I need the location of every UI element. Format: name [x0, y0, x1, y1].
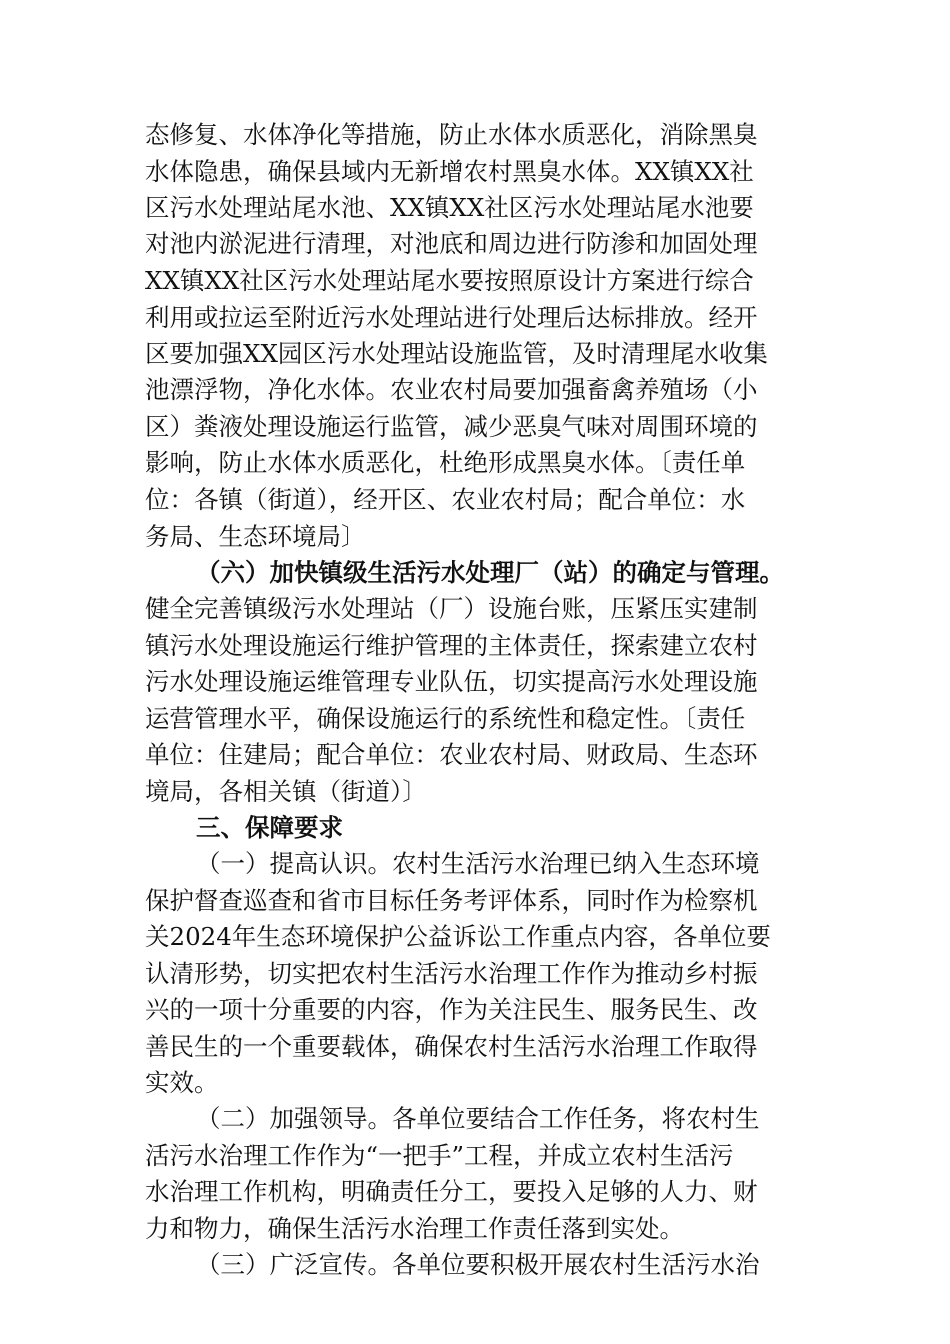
- body-text-line: （一）提高认识。农村生活污水治理已纳入生态环境: [196, 849, 760, 878]
- body-text-line: 位：各镇（街道），经开区、农业农村局；配合单位：水: [145, 485, 746, 514]
- subsection-heading: （六）加快镇级生活污水处理厂（站）的确定与管理。: [196, 558, 784, 587]
- body-text-line: 池漂浮物，净化水体。农业农村局要加强畜禽养殖场（小: [145, 375, 758, 404]
- body-text-line: 善民生的一个重要载体，确保农村生活污水治理工作取得: [145, 1032, 758, 1061]
- body-text-line: 单位：住建局；配合单位：农业农村局、财政局、生态环: [145, 740, 758, 769]
- body-text-line: 运营管理水平，确保设施运行的系统性和稳定性。〔责任: [145, 704, 746, 733]
- body-text-line: 镇污水处理设施运行维护管理的主体责任，探索建立农村: [145, 631, 758, 660]
- body-text-line: （二）加强领导。各单位要结合工作任务，将农村生: [196, 1104, 760, 1133]
- body-text-line: 影响，防止水体水质恶化，杜绝形成黑臭水体。〔责任单: [145, 448, 746, 477]
- body-text-line: （三）广泛宣传。各单位要积极开展农村生活污水治: [196, 1250, 760, 1279]
- body-text-line: 兴的一项十分重要的内容，作为关注民生、服务民生、改: [145, 995, 758, 1024]
- section-heading: 三、保障要求: [196, 813, 343, 842]
- body-text-line: 活污水治理工作作为“一把手”工程，并成立农村生活污: [145, 1141, 734, 1170]
- body-text-line: 认清形势，切实把农村生活污水治理工作作为推动乡村振: [145, 959, 758, 988]
- body-text-line: 水体隐患，确保县域内无新增农村黑臭水体。XX镇XX社: [145, 157, 754, 186]
- body-text-line: 区要加强XX园区污水处理站设施监管，及时清理尾水收集: [145, 339, 768, 368]
- body-text-line: 对池内淤泥进行清理，对池底和周边进行防渗和加固处理: [145, 229, 758, 258]
- body-text-line: XX镇XX社区污水处理站尾水要按照原设计方案进行综合: [145, 266, 754, 295]
- body-text-line: 关2024年生态环境保护公益诉讼工作重点内容，各单位要: [145, 922, 771, 951]
- body-text-line: 污水处理设施运维管理专业队伍，切实提高污水处理设施: [145, 667, 758, 696]
- body-text-line: 健全完善镇级污水处理站（厂）设施台账，压紧压实建制: [145, 594, 758, 623]
- body-text-line: 实效。: [145, 1068, 219, 1097]
- body-text-line: 力和物力，确保生活污水治理工作责任落到实处。: [145, 1214, 684, 1243]
- body-text-line: 区）粪液处理设施运行监管，减少恶臭气味对周围环境的: [145, 412, 758, 441]
- body-text-line: 利用或拉运至附近污水处理站进行处理后达标排放。经开: [145, 303, 758, 332]
- body-text-line: 水治理工作机构，明确责任分工，要投入足够的人力、财: [145, 1177, 758, 1206]
- body-text-line: 保护督查巡查和省市目标任务考评体系，同时作为检察机: [145, 886, 758, 915]
- body-text-line: 态修复、水体净化等措施，防止水体水质恶化，消除黑臭: [145, 120, 758, 149]
- body-text-line: 境局，各相关镇（街道）〕: [145, 777, 427, 806]
- body-text-line: 务局、生态环境局〕: [145, 522, 366, 551]
- body-text-line: 区污水处理站尾水池、XX镇XX社区污水处理站尾水池要: [145, 193, 754, 222]
